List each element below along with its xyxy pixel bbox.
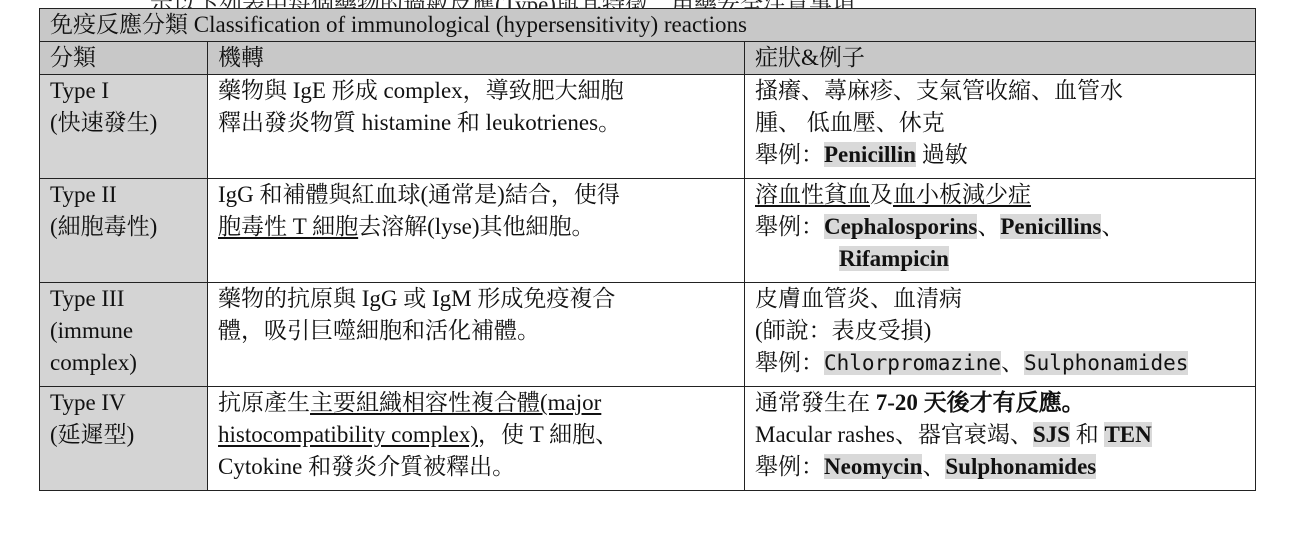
symptoms-joiner: 及: [870, 182, 893, 207]
underlined-term: histocompatibility complex): [218, 422, 478, 447]
mechanism-cell: [208, 75, 745, 179]
mechanism-line: [218, 419, 738, 451]
table-row: [40, 283, 1256, 387]
example-line: [755, 243, 1249, 275]
example-prefix: 舉例：: [755, 214, 824, 239]
example-line: [755, 451, 1249, 483]
example-drug: Sulphonamides: [1024, 351, 1189, 375]
ten-term: TEN: [1104, 422, 1152, 447]
table-row: [40, 387, 1256, 491]
type-cell: [40, 179, 208, 283]
type-name: Type IV: [50, 390, 126, 415]
mechanism-line: 釋出發炎物質 histamine 和 leukotrienes。: [218, 110, 622, 135]
example-line: [755, 211, 1249, 243]
header-classification: 分類: [40, 42, 208, 75]
separator: 、: [1101, 214, 1125, 239]
mechanism-rest: 去溶解(lyse)其他細胞。: [358, 214, 595, 239]
symptoms-line: 搔癢、蕁麻疹、支氣管收縮、血管水: [755, 78, 1123, 103]
type-cell: [40, 283, 208, 387]
mechanism-line: [218, 387, 738, 419]
type-note: (延遲型): [50, 422, 135, 447]
type-note: complex): [50, 350, 137, 375]
underlined-term: 血小板減少症: [893, 182, 1031, 207]
type-cell: [40, 387, 208, 491]
type-note: (快速發生): [50, 110, 158, 135]
example-prefix: 舉例：: [755, 454, 824, 479]
example-drug: Neomycin: [824, 454, 923, 479]
underlined-term: 主要組織相容性複合體(major: [310, 390, 602, 415]
example-prefix: 舉例：: [755, 350, 824, 375]
example-drug: Penicillin: [824, 142, 916, 167]
type-name: Type I: [50, 78, 110, 103]
type-name: Type III: [50, 286, 125, 311]
symptoms-line: (師說：表皮受損): [755, 318, 932, 343]
mechanism-line: 藥物與 IgE 形成 complex，導致肥大細胞: [218, 78, 624, 103]
header-symptoms: 症狀&例子: [745, 42, 1256, 75]
mechanism-prefix: 抗原產生: [218, 390, 310, 415]
table-header-row: [40, 42, 1256, 75]
symptoms-joiner: 和: [1069, 422, 1105, 447]
symptoms-emphasis: 7-20 天後才有反應。: [870, 390, 1085, 415]
symptoms-cell: [745, 75, 1256, 179]
example-suffix: 過敏: [916, 142, 968, 167]
example-drug: Cephalosporins: [824, 214, 978, 239]
header-mechanism: 機轉: [208, 42, 745, 75]
table-row: [40, 179, 1256, 283]
mechanism-line: 體，吸引巨噬細胞和活化補體。: [218, 318, 540, 343]
symptoms-prefix: 通常發生在: [755, 390, 870, 415]
underlined-term: 溶血性貧血: [755, 182, 870, 207]
table-title-row: [40, 9, 1256, 42]
example-drug: Rifampicin: [839, 246, 949, 271]
separator: 、: [922, 454, 946, 479]
symptoms-line: [755, 419, 1249, 451]
sjs-term: SJS: [1032, 422, 1070, 447]
type-cell: [40, 75, 208, 179]
symptoms-text: Macular rashes、器官衰竭、: [755, 422, 1033, 447]
separator: 、: [1001, 350, 1025, 375]
type-note: (immune: [50, 318, 134, 343]
mechanism-rest: ，使 T 細胞、: [478, 422, 619, 447]
symptoms-cell: [745, 179, 1256, 283]
mechanism-line: Cytokine 和發炎介質被釋出。: [218, 454, 516, 479]
symptoms-line: [755, 179, 1249, 211]
type-name: Type II: [50, 182, 117, 207]
mechanism-cell: [208, 387, 745, 491]
hypersensitivity-table: [39, 8, 1256, 491]
example-line: [755, 347, 1249, 379]
type-note: (細胞毒性): [50, 214, 158, 239]
mechanism-cell: [208, 179, 745, 283]
table-title: 免疫反應分類 Classification of immunological (hypersensitivity) reactions: [40, 9, 1256, 42]
mechanism-line: 藥物的抗原與 IgG 或 IgM 形成免疫複合: [218, 286, 616, 311]
table-row: [40, 75, 1256, 179]
example-drug: Chlorpromazine: [824, 351, 1002, 375]
symptoms-line: [755, 387, 1249, 419]
separator: 、: [977, 214, 1001, 239]
example-line: [755, 139, 1249, 171]
example-drug: Penicillins: [1000, 214, 1102, 239]
underlined-term: 胞毒性 T 細胞: [218, 214, 359, 239]
symptoms-line: 皮膚血管炎、血清病: [755, 286, 962, 311]
mechanism-cell: [208, 283, 745, 387]
example-drug: Sulphonamides: [945, 454, 1097, 479]
symptoms-cell: [745, 387, 1256, 491]
symptoms-line: 腫、 低血壓、休克: [755, 110, 945, 135]
mechanism-line: IgG 和補體與紅血球(通常是)結合，使得: [218, 182, 620, 207]
mechanism-line: [218, 211, 738, 243]
example-prefix: 舉例：: [755, 142, 824, 167]
symptoms-cell: [745, 283, 1256, 387]
